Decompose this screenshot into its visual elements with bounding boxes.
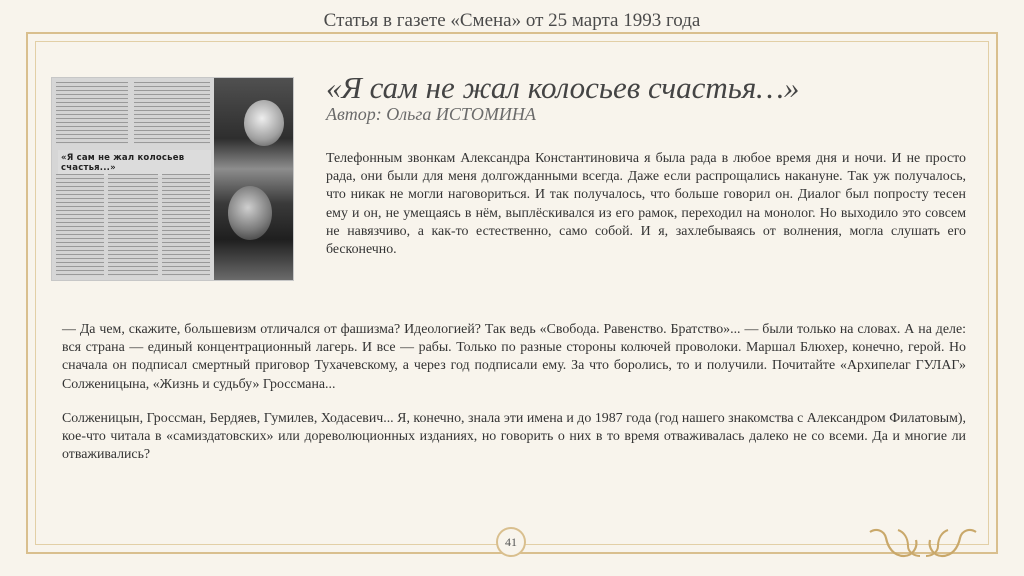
clipping-caption: «Я сам не жал колосьев счастья...» <box>58 150 211 176</box>
portrait-photo <box>214 78 293 280</box>
decorative-ornament-icon <box>868 526 978 560</box>
article-title: «Я сам не жал колосьев счастья…» <box>326 70 800 105</box>
body-paragraph: Солженицын, Гроссман, Бердяев, Гумилев, Ходасевич... Я, конечно, знала эти имена и до 1987 года (год нашего знакомства с Александром Филатовым), кое-что читала в «самиздатовских» или дореволюционных изданиях, но говорить о них в то время отваживалась далеко не со всеми. Да и многие ли отваживались? <box>62 411 966 463</box>
newspaper-clipping-image <box>52 78 293 280</box>
body-paragraph: — Да чем, скажите, большевизм отличался от фашизма? Идеологией? Так ведь «Свобода. Равенство. Братство»... — были только на словах. А на деле: вся страна — единый концентрационный лагерь. И все — рабы. Только по разные стороны колючей проволоки. Маршал Блюхер, конечно, герой. Но сначала он подписал смертный приговор Тухачевскому, а через год подписали ему. За что боролись, то и получили. Почитайте «Архипелаг ГУЛАГ» Солженицына, «Жизнь и судьбу» Гроссмана... <box>62 322 966 392</box>
intro-paragraph: Телефонным звонкам Александра Константиновича я была рада в любое время дня и ночи. И не просто рада, они были для меня долгожданными всегда. Даже если распрощались накануне. Так уж получалось, что никак не могли наговориться. И так получалось, что больше говорил он. Диалог был попросту тесен ему и он, не умещаясь в нём, выплёскивался из его рамок, переходил на монолог. Но выходило это совсем не навязчиво, а как-то естественно, само собой. И я, захлебываясь от волнения, могла слушать его бесконечно. <box>326 151 966 258</box>
page-title: Статья в газете «Смена» от 25 марта 1993 года <box>323 10 701 31</box>
article-author: Автор: Ольга ИСТОМИНА <box>326 104 536 124</box>
page-number: 41 <box>496 527 526 557</box>
